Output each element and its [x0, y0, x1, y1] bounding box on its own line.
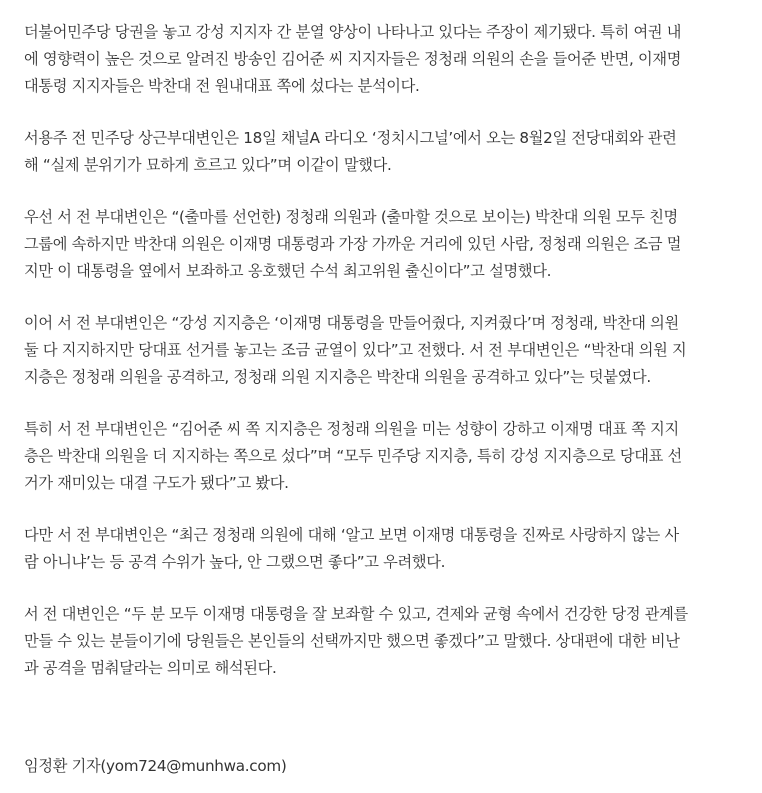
article-paragraph-3 [24, 204, 746, 285]
paragraph-line: 특히 서 전 부대변인은 “김어준 씨 쪽 지지층은 정청래 의원을 미는 성향이 강하고 이재명 대표 쪽 지지 [24, 420, 679, 438]
article-paragraph-7 [24, 601, 746, 682]
article-paragraph-2 [24, 125, 746, 179]
paragraph-line: 둘 다 지지하지만 당대표 선거를 놓고는 조금 균열이 있다”고 전했다. 서 전 부대변인은 “박찬대 의원 지 [24, 341, 687, 359]
reporter-byline: 임정환 기자(yom724@munhwa.com) [24, 757, 287, 775]
paragraph-line: 다만 서 전 부대변인은 “최근 정청래 의원에 대해 ‘알고 보면 이재명 대통령을 진짜로 사랑하지 않는 사 [24, 526, 679, 544]
paragraph-line: 이어 서 전 부대변인은 “강성 지지층은 ‘이재명 대통령을 만들어줬다, 지켜줬다’며 정청래, 박찬대 의원 [24, 314, 679, 332]
paragraph-line: 우선 서 전 부대변인은 “(출마를 선언한) 정청래 의원과 (출마할 것으로 보이는) 박찬대 의원 모두 친명 [24, 208, 678, 226]
paragraph-line: 에 영향력이 높은 것으로 알려진 방송인 김어준 씨 지지자들은 정청래 의원의 손을 들어준 반면, 이재명 [24, 50, 682, 68]
paragraph-line: 더불어민주당 당권을 놓고 강성 지지자 간 분열 양상이 나타나고 있다는 주장이 제기됐다. 특히 여권 내 [24, 23, 682, 41]
paragraph-line: 람 아니냐’는 등 공격 수위가 높다, 안 그랬으면 좋다”고 우려했다. [24, 553, 446, 571]
paragraph-line: 만들 수 있는 분들이기에 당원들은 본인들의 선택까지만 했으면 좋겠다”고 말했다. 상대편에 대한 비난 [24, 632, 680, 650]
paragraph-line: 해 “실제 분위기가 묘하게 흐르고 있다”며 이같이 말했다. [24, 156, 392, 174]
paragraph-line: 거가 재미있는 대결 구도가 됐다”고 봤다. [24, 474, 289, 492]
article-paragraph-4 [24, 310, 746, 391]
article-paragraph-6 [24, 522, 746, 576]
article-paragraph-5 [24, 416, 746, 497]
paragraph-line: 지만 이 대통령을 옆에서 보좌하고 옹호했던 수석 최고위원 출신이다”고 설명했다. [24, 262, 552, 280]
paragraph-line: 대통령 지지자들은 박찬대 전 원내대표 쪽에 섰다는 분석이다. [24, 77, 420, 95]
paragraph-line: 서 전 대변인은 “두 분 모두 이재명 대통령을 잘 보좌할 수 있고, 견제와 균형 속에서 건강한 당정 관계를 [24, 605, 688, 623]
paragraph-line: 과 공격을 멈춰달라는 의미로 해석된다. [24, 659, 277, 677]
paragraph-line: 서용주 전 민주당 상근부대변인은 18일 채널A 라디오 ‘정치시그널’에서 오는 8월2일 전당대회와 관련 [24, 129, 677, 147]
article-paragraph-1 [24, 19, 746, 100]
paragraph-line: 그룹에 속하지만 박찬대 의원은 이재명 대통령과 가장 가까운 거리에 있던 사람, 정청래 의원은 조금 멀 [24, 235, 682, 253]
paragraph-line: 지층은 정청래 의원을 공격하고, 정청래 의원 지지층은 박찬대 의원을 공격하고 있다”는 덧붙였다. [24, 368, 651, 386]
paragraph-line: 층은 박찬대 의원을 더 지지하는 쪽으로 섰다”며 “모두 민주당 지지층, 특히 강성 지지층으로 당대표 선 [24, 447, 682, 465]
